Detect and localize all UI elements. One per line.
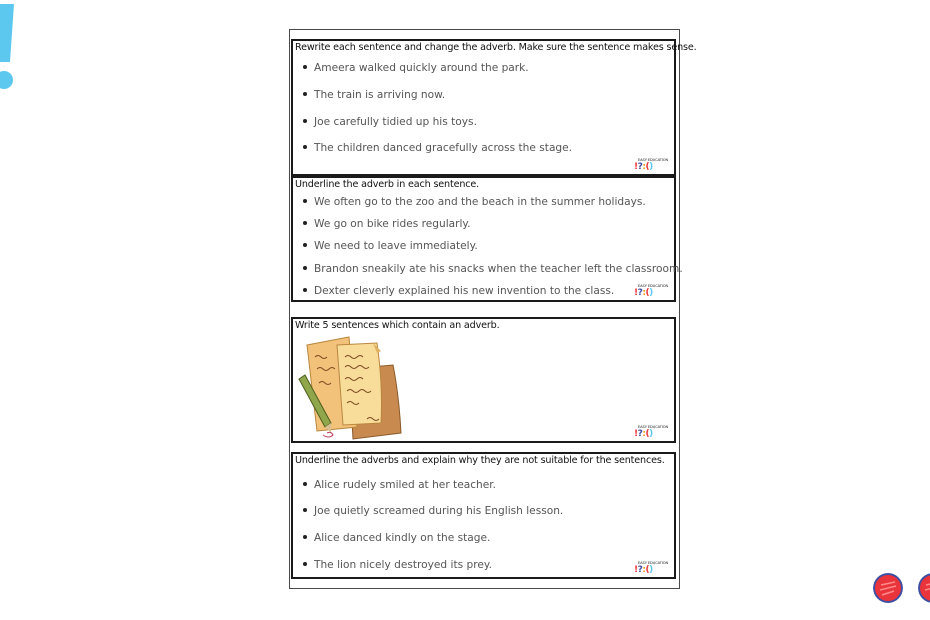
sentence-text: We often go to the zoo and the beach in the summer holidays. [314, 196, 646, 208]
previous-slide-button[interactable] [873, 573, 903, 603]
list-item [303, 89, 445, 101]
sentence-text: We go on bike rides regularly. [314, 218, 471, 230]
bullet-icon [303, 221, 307, 225]
task-card-explain [291, 452, 676, 579]
list-item [303, 196, 646, 208]
list-item [303, 479, 496, 491]
bullet-icon [303, 119, 307, 123]
exclamation-decoration-icon [0, 4, 16, 90]
logo-caption: EASY EDUCATION [638, 425, 669, 429]
sentence-text: Joe quietly screamed during his English lesson. [314, 505, 564, 517]
bullet-icon [303, 266, 307, 270]
easy-education-logo [634, 561, 672, 575]
list-item [303, 240, 478, 252]
list-item [303, 532, 490, 544]
bullet-icon [303, 508, 307, 512]
bullet-icon [303, 145, 307, 149]
bullet-icon [303, 288, 307, 292]
bullet-icon [303, 199, 307, 203]
sentence-text: We need to leave immediately. [314, 240, 478, 252]
bullet-icon [303, 65, 307, 69]
list-item [303, 505, 563, 517]
card-heading: Write 5 sentences which contain an adverb. [295, 320, 500, 331]
logo-glyphs: !?:() [634, 429, 653, 439]
sentence-text: The lion nicely destroyed its prey. [314, 559, 492, 571]
list-item [303, 559, 492, 571]
bullet-icon [303, 482, 307, 486]
bullet-icon [303, 243, 307, 247]
logo-caption: EASY EDUCATION [638, 561, 669, 565]
sentence-text: Brandon sneakily ate his snacks when the teacher left the classroom. [314, 263, 683, 275]
sentence-text: Dexter cleverly explained his new invention to the class. [314, 285, 615, 297]
list-item [303, 285, 614, 297]
sentence-text: The children danced gracefully across the stage. [314, 142, 573, 154]
bullet-icon [303, 92, 307, 96]
bullet-icon [303, 562, 307, 566]
list-item [303, 218, 471, 230]
logo-caption: EASY EDUCATION [638, 158, 669, 162]
easy-education-logo [634, 284, 672, 298]
list-item [303, 263, 683, 275]
sentence-text: Joe carefully tidied up his toys. [314, 116, 477, 128]
logo-glyphs: !?:() [634, 565, 653, 575]
logo-glyphs: !?:() [634, 288, 653, 298]
list-item [303, 62, 529, 74]
list-item [303, 116, 477, 128]
card-heading: Rewrite each sentence and change the adverb. Make sure the sentence makes sense. [295, 42, 697, 53]
task-card-underline [291, 176, 683, 302]
sentence-text: The train is arriving now. [314, 89, 446, 101]
next-slide-button[interactable] [918, 573, 930, 603]
logo-caption: EASY EDUCATION [638, 284, 669, 288]
card-heading: Underline the adverb in each sentence. [295, 179, 480, 190]
sentence-text: Alice danced kindly on the stage. [314, 532, 491, 544]
logo-glyphs: !?:() [634, 162, 653, 172]
sentence-text: Alice rudely smiled at her teacher. [314, 479, 497, 491]
task-card-rewrite [291, 39, 697, 176]
easy-education-logo [634, 158, 672, 172]
writing-paper-illustration-icon [297, 335, 407, 441]
easy-education-logo [634, 425, 672, 439]
task-card-write [291, 317, 676, 443]
list-item [303, 142, 572, 154]
card-heading: Underline the adverbs and explain why they are not suitable for the sentences. [295, 455, 665, 466]
worksheet-page [289, 29, 697, 589]
sentence-text: Ameera walked quickly around the park. [314, 62, 529, 74]
bullet-icon [303, 535, 307, 539]
